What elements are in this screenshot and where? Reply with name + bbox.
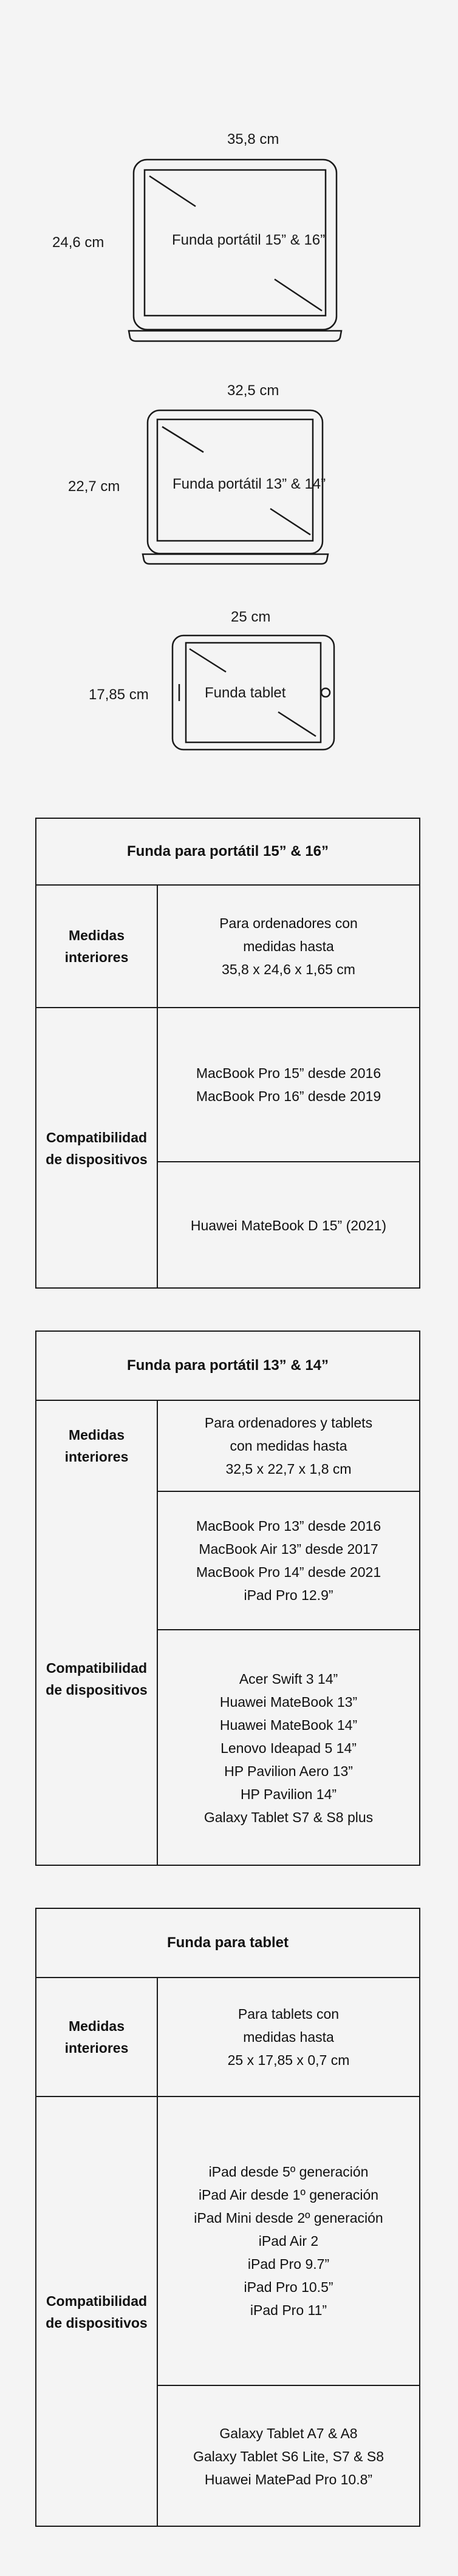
device-1-height-label: 24,6 cm xyxy=(52,234,104,251)
compat-group-1: iPad desde 5º generación iPad Air desde 1º generación iPad Mini desde 2º generación iPad Air 2 iPad Pro 9.7” iPad Pro 10.5” iPad Pro 11” xyxy=(157,2097,419,2385)
compat-group-2: Galaxy Tablet A7 & A8 Galaxy Tablet S6 Lite, S7 & S8 Huawei MatePad Pro 10.8” xyxy=(157,2386,419,2527)
device-3-width-label: 25 cm xyxy=(231,609,271,625)
measures-label: Medidas interiores xyxy=(64,927,129,965)
measures-value: Para tablets con medidas hasta 25 x 17,85 x 0,7 cm xyxy=(157,1978,419,2096)
device-1-width-label: 35,8 cm xyxy=(227,131,279,147)
device-2-name: Funda portátil 13” & 14” xyxy=(173,476,326,492)
laptop-large-illustration xyxy=(129,158,341,346)
compat-group-2: Acer Swift 3 14” Huawei MateBook 13” Huawei MateBook 14” Lenovo Ideapad 5 14” HP Pavilion Aero 13” HP Pavilion 14” Galaxy Tablet S7 & S8 plus xyxy=(157,1630,419,1866)
measures-label: Medidas interiores xyxy=(64,2018,129,2056)
spec-table-laptop-13-14 xyxy=(35,1330,420,1866)
table-title: Funda para portátil 13” & 14” xyxy=(36,1332,419,1401)
spec-table-laptop-15-16 xyxy=(35,818,420,1289)
table-title: Funda para portátil 15” & 16” xyxy=(36,819,419,886)
device-3-name: Funda tablet xyxy=(205,685,286,701)
compat-label: Compatibilidad de dispositivos xyxy=(46,1660,148,1698)
table-title: Funda para tablet xyxy=(36,1909,419,1978)
compat-label: Compatibilidad de dispositivos xyxy=(46,1130,148,1167)
device-2-width-label: 32,5 cm xyxy=(227,382,279,399)
device-2-height-label: 22,7 cm xyxy=(68,478,120,495)
spec-table-tablet xyxy=(35,1908,420,2527)
compat-group-2: Huawei MateBook D 15” (2021) xyxy=(157,1162,419,1289)
measures-value: Para ordenadores y tablets con medidas hasta 32,5 x 22,7 x 1,8 cm xyxy=(157,1401,419,1491)
compat-group-1: MacBook Pro 15” desde 2016 MacBook Pro 16” desde 2019 xyxy=(157,1008,419,1161)
measures-label: Medidas interiores xyxy=(64,1427,129,1465)
device-1-name: Funda portátil 15” & 16” xyxy=(172,232,326,248)
compat-label: Compatibilidad de dispositivos xyxy=(46,2293,148,2331)
device-3-height-label: 17,85 cm xyxy=(89,686,149,703)
measures-value: Para ordenadores con medidas hasta 35,8 x 24,6 x 1,65 cm xyxy=(157,886,419,1007)
compat-group-1: MacBook Pro 13” desde 2016 MacBook Air 13” desde 2017 MacBook Pro 14” desde 2021 iPad Pro 12.9” xyxy=(157,1492,419,1629)
